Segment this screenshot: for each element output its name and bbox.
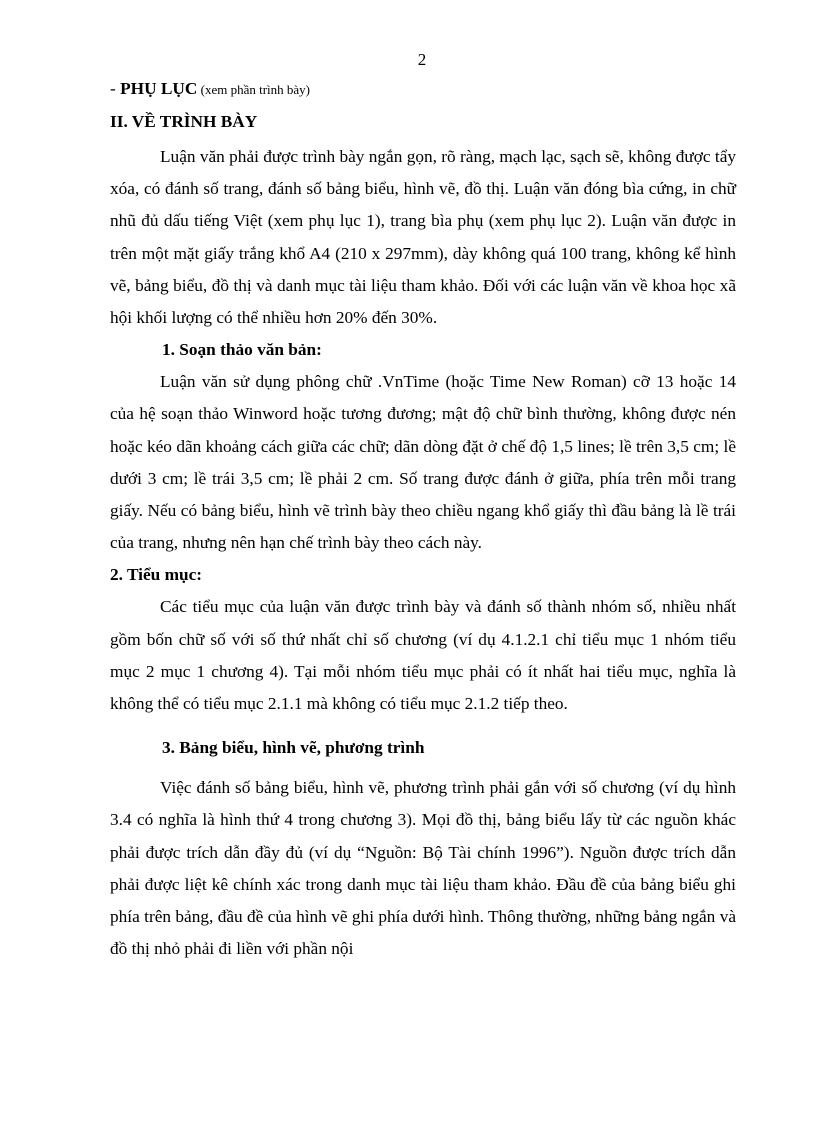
appendix-title: PHỤ LỤC: [120, 79, 198, 98]
paragraph-text-editing: Luận văn sử dụng phông chữ .VnTime (hoặc Time New Roman) cỡ 13 hoặc 14 của hệ soạn thảo Winword hoặc tương đương; mật độ chữ bình thường, không được nén hoặc kéo dãn khoảng cách giữa các chữ; dãn dòng đặt ở chế độ 1,5 lines; lề trên 3,5 cm; lề dưới 3 cm; lề trái 3,5 cm; lề phải 2 cm. Số trang được đánh ở giữa, phía trên mỗi trang giấy. Nếu có bảng biểu, hình vẽ trình bày theo chiều ngang khổ giấy thì đầu bảng là lề trái của trang, nhưng nên hạn chế trình bày theo cách này.: [110, 372, 736, 553]
document-body: [110, 76, 736, 965]
section-heading: II. VỀ TRÌNH BÀY: [110, 112, 258, 131]
appendix-dash: -: [110, 79, 121, 98]
subsection-heading-subsections: 2. Tiểu mục:: [110, 565, 203, 585]
subsection-heading-text-editing: 1. Soạn thảo văn bản:: [162, 340, 322, 360]
paragraph-tables-figures: Việc đánh số bảng biểu, hình vẽ, phương trình phải gắn với số chương (ví dụ hình 3.4 có nghĩa là hình thứ 4 trong chương 3). Mọi đồ thị, bảng biểu lấy từ các nguồn khác phải được trích dẫn đầy đủ (ví dụ “Nguồn: Bộ Tài chính 1996”). Nguồn được trích dẫn phải được liệt kê chính xác trong danh mục tài liệu tham khảo. Đầu đề của bảng biểu ghi phía trên bảng, đầu đề của hình vẽ ghi phía dưới hình. Thông thường, những bảng ngắn và đồ thị nhỏ phải đi liền với phần nội: [110, 778, 736, 959]
appendix-note: (xem phần trình bày): [197, 82, 311, 97]
page-number: 2: [417, 50, 427, 69]
subsection-heading-tables-figures: 3. Bảng biểu, hình vẽ, phương trình: [162, 738, 425, 758]
paragraph-presentation: Luận văn phải được trình bày ngắn gọn, rõ ràng, mạch lạc, sạch sẽ, không được tẩy xóa, có đánh số trang, đánh số bảng biểu, hình vẽ, đồ thị. Luận văn đóng bìa cứng, in chữ nhũ đủ dấu tiếng Việt (xem phụ lục 1), trang bìa phụ (xem phụ lục 2). Luận văn được in trên một mặt giấy trắng khổ A4 (210 x 297mm), dày không quá 100 trang, không kể hình vẽ, bảng biểu, đồ thị và danh mục tài liệu tham khảo. Đối với các luận văn về khoa học xã hội khối lượng có thể nhiều hơn 20% đến 30%.: [110, 147, 736, 328]
paragraph-subsections: Các tiểu mục của luận văn được trình bày và đánh số thành nhóm số, nhiều nhất gồm bốn chữ số với số thứ nhất chỉ số chương (ví dụ 4.1.2.1 chỉ tiểu mục 1 nhóm tiểu mục 2 mục 1 chương 4). Tại mỗi nhóm tiểu mục phải có ít nhất hai tiểu mục, nghĩa là không thể có tiểu mục 2.1.1 mà không có tiểu mục 2.1.2 tiếp theo.: [110, 597, 736, 714]
appendix-line: [110, 76, 736, 103]
